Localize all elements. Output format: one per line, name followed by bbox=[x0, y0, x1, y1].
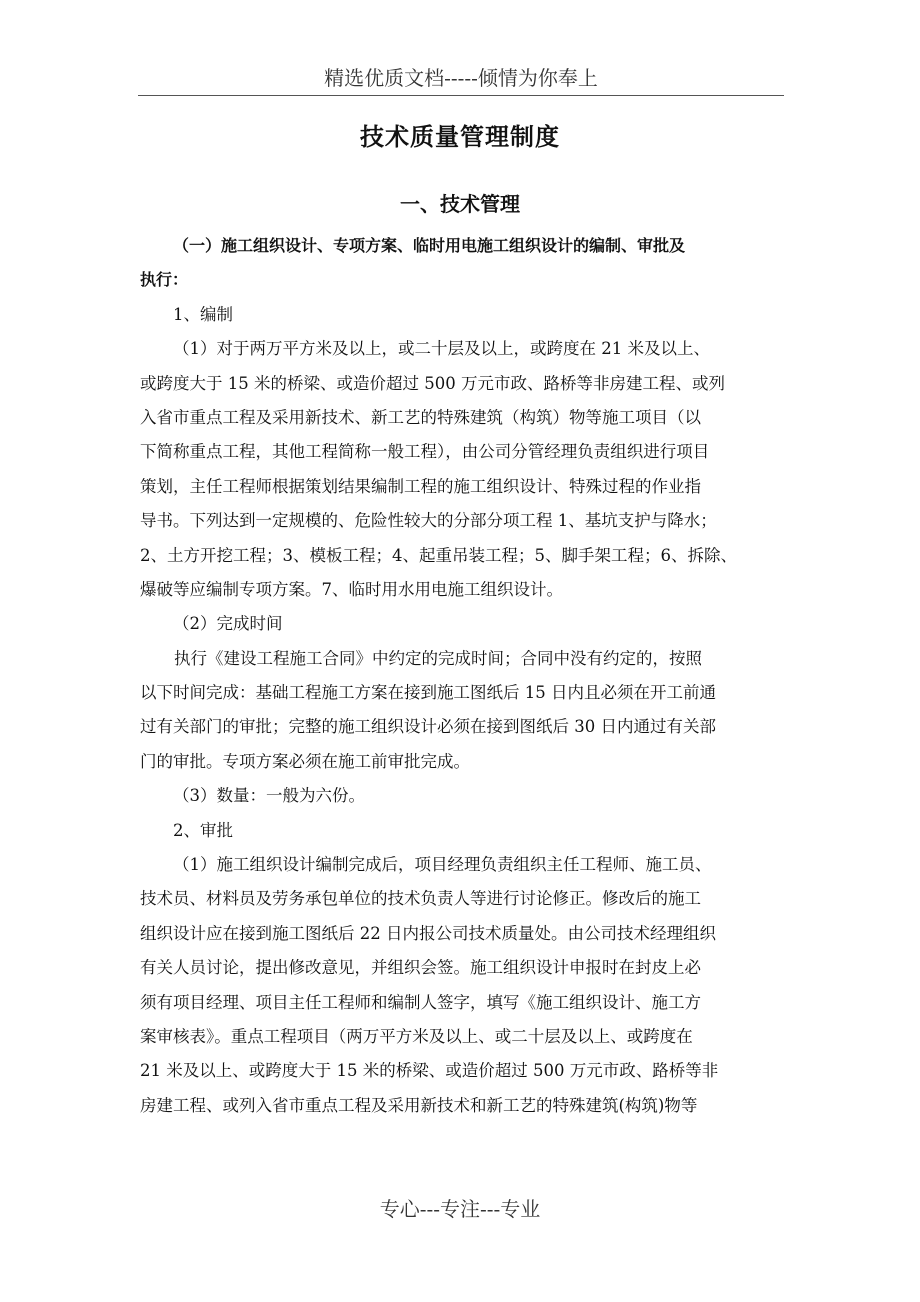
document-body bbox=[140, 229, 800, 1123]
paragraph-line: 须有项目经理、项目主任工程师和编制人签字，填写《施工组织设计、施工方 bbox=[140, 992, 701, 1012]
paragraph-line: 1、编制 bbox=[173, 304, 233, 324]
paragraph-line: 2、土方开挖工程；3、模板工程；4、起重吊装工程；5、脚手架工程；6、拆除、 bbox=[140, 545, 737, 565]
paragraph-line: 导书。下列达到一定规模的、危险性较大的分部分项工程 1、基坑支护与降水； bbox=[140, 511, 717, 531]
document-title: 技术质量管理制度 bbox=[360, 123, 560, 151]
paragraph-line: 以下时间完成：基础工程施工方案在接到施工图纸后 15 日内且必须在开工前通 bbox=[140, 683, 716, 703]
paragraph-line: 策划，主任工程师根据策划结果编制工程的施工组织设计、特殊过程的作业指 bbox=[140, 476, 701, 496]
paragraph-line: 或跨度大于 15 米的桥梁、或造价超过 500 万元市政、路桥等非房建工程、或列 bbox=[140, 373, 725, 393]
paragraph-line: 过有关部门的审批；完整的施工组织设计必须在接到图纸后 30 日内通过有关部 bbox=[140, 717, 716, 737]
paragraph-line: 门的审批。专项方案必须在施工前审批完成。 bbox=[140, 751, 470, 771]
paragraph-line: 房建工程、或列入省市重点工程及采用新技术和新工艺的特殊建筑(构筑)物等 bbox=[140, 1095, 698, 1115]
paragraph-line: （3）数量：一般为六份。 bbox=[173, 786, 365, 806]
paragraph-line: 案审核表》。重点工程项目（两万平方米及以上、或二十层及以上、或跨度在 bbox=[140, 1026, 693, 1046]
paragraph-line: 爆破等应编制专项方案。7、临时用水用电施工组织设计。 bbox=[140, 579, 563, 599]
paragraph-line: 2、审批 bbox=[173, 820, 233, 840]
paragraph-line: 下简称重点工程，其他工程简称一般工程），由公司分管经理负责组织进行项目 bbox=[140, 442, 710, 462]
section-heading: 一、技术管理 bbox=[400, 192, 520, 216]
paragraph-line: 组织设计应在接到施工图纸后 22 日内报公司技术质量处。由公司技术经理组织 bbox=[140, 923, 716, 943]
paragraph-line: 执行《建设工程施工合同》中约定的完成时间；合同中没有约定的，按照 bbox=[174, 648, 702, 668]
subsection-heading-line-1: （一）施工组织设计、专项方案、临时用电施工组织设计的编制、审批及 bbox=[173, 236, 686, 255]
page-footer: 专心---专注---专业 bbox=[379, 1197, 541, 1221]
header-divider bbox=[138, 95, 784, 96]
paragraph-line: 有关人员讨论，提出修改意见，并组织会签。施工组织设计申报时在封皮上必 bbox=[140, 958, 701, 978]
page-header: 精选优质文档-----倾情为你奉上 bbox=[324, 66, 598, 90]
paragraph-line: 入省市重点工程及采用新技术、新工艺的特殊建筑（构筑）物等施工项目（以 bbox=[140, 407, 701, 427]
subsection-heading-line-2: 执行： bbox=[140, 270, 189, 290]
paragraph-line: 21 米及以上、或跨度大于 15 米的桥梁、或造价超过 500 万元市政、路桥等非 bbox=[140, 1061, 719, 1081]
paragraph-line: 技术员、材料员及劳务承包单位的技术负责人等进行讨论修正。修改后的施工 bbox=[140, 889, 701, 909]
paragraph-line: （2）完成时间 bbox=[173, 614, 283, 634]
paragraph-line: （1）对于两万平方米及以上，或二十层及以上，或跨度在 21 米及以上、 bbox=[173, 339, 710, 359]
paragraph-line: （1）施工组织设计编制完成后，项目经理负责组织主任工程师、施工员、 bbox=[173, 855, 712, 875]
